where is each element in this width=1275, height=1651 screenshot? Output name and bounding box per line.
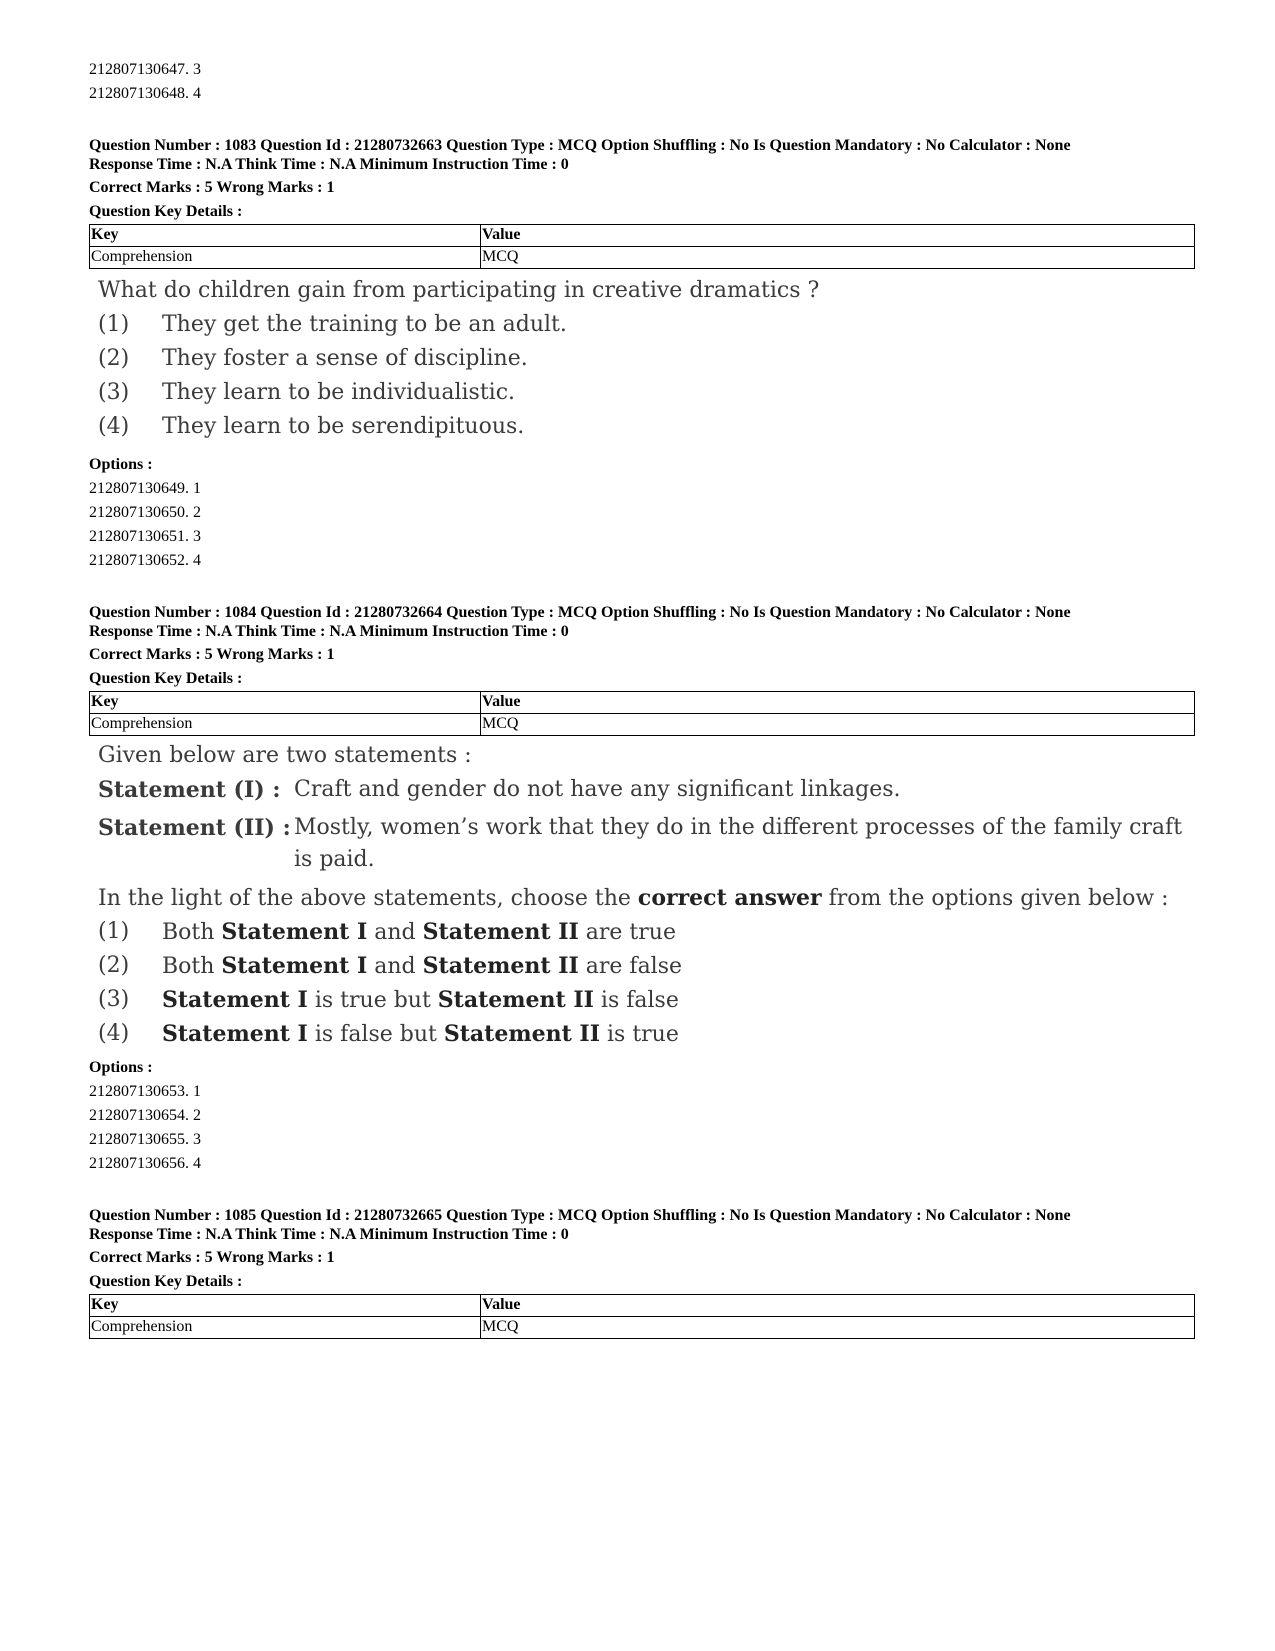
table-cell-key: Comprehension — [90, 714, 481, 736]
table-header-value: Value — [481, 692, 1195, 714]
key-details-table — [89, 1294, 1195, 1339]
choice-item — [98, 309, 1199, 343]
option-line: 212807130650. 2 — [89, 504, 201, 521]
choice-number: (1) — [98, 919, 130, 944]
options-label: Options : — [89, 1059, 153, 1076]
table-cell-value: MCQ — [481, 714, 1195, 736]
key-details-table — [89, 224, 1195, 269]
choice-text-bold: Statement I — [221, 953, 368, 979]
document-page — [89, 58, 1199, 1339]
choice-text: They learn to be serendipituous. — [162, 414, 525, 439]
choice-text — [162, 950, 682, 984]
choice-number: (2) — [98, 346, 130, 371]
option-line: 212807130655. 3 — [89, 1131, 201, 1148]
option-line: 212807130648. 4 — [89, 85, 201, 102]
option-line: 212807130656. 4 — [89, 1155, 201, 1172]
choice-number: (2) — [98, 953, 130, 978]
option-line: 212807130649. 1 — [89, 480, 201, 497]
options-label: Options : — [89, 456, 153, 473]
statement-1-label: Statement (I) : — [98, 777, 281, 803]
question-block-1084 — [89, 603, 1199, 1176]
marks-line: Correct Marks : 5 Wrong Marks : 1 — [89, 646, 335, 663]
choice-text-part: is false but — [307, 1022, 444, 1047]
choice-text-part: and — [367, 920, 423, 945]
question-header: Question Number : 1084 Question Id : 21280732664 Question Type : MCQ Option Shuffling : No Is Question Mandatory : No Calculator : None — [89, 604, 1071, 621]
choice-text-bold: Statement II — [443, 1021, 600, 1047]
table-header-row — [90, 1295, 1195, 1317]
question-block-1085 — [89, 1206, 1199, 1339]
choice-number: (3) — [98, 987, 130, 1012]
choice-text-bold: Statement II — [437, 987, 594, 1013]
option-line: 212807130652. 4 — [89, 552, 201, 569]
choice-text — [162, 984, 679, 1018]
choice-number: (4) — [98, 414, 130, 439]
choice-item — [98, 343, 1199, 377]
choice-text-part: Both — [162, 920, 222, 945]
statement-1 — [98, 774, 1199, 806]
question-block-1083 — [89, 136, 1199, 573]
table-row — [90, 714, 1195, 736]
question-header-timing: Response Time : N.A Think Time : N.A Minimum Instruction Time : 0 — [89, 156, 569, 173]
choice-text — [162, 1018, 679, 1052]
choice-text-part: are false — [578, 954, 683, 979]
choice-text-bold: Statement II — [422, 919, 579, 945]
choice-item — [98, 916, 1199, 950]
table-cell-key: Comprehension — [90, 1317, 481, 1339]
marks-line: Correct Marks : 5 Wrong Marks : 1 — [89, 179, 335, 196]
question-header: Question Number : 1085 Question Id : 21280732665 Question Type : MCQ Option Shuffling : No Is Question Mandatory : No Calculator : None — [89, 1207, 1071, 1224]
statement-2-label: Statement (II) : — [98, 815, 291, 841]
statement-2-text: Mostly, women’s work that they do in the different processes of the family craft is paid. — [294, 815, 1183, 872]
choice-text: They get the training to be an adult. — [162, 312, 567, 337]
key-details-label: Question Key Details : — [89, 203, 243, 220]
table-header-key: Key — [90, 1295, 481, 1317]
table-cell-value: MCQ — [481, 1317, 1195, 1339]
option-line: 212807130651. 3 — [89, 528, 201, 545]
key-details-label: Question Key Details : — [89, 670, 243, 687]
option-line: 212807130647. 3 — [89, 61, 201, 78]
table-header-value: Value — [481, 1295, 1195, 1317]
question-header-timing: Response Time : N.A Think Time : N.A Minimum Instruction Time : 0 — [89, 1226, 569, 1243]
choice-text-bold: Statement I — [162, 1021, 308, 1047]
table-header-row — [90, 692, 1195, 714]
instruction-bold: correct answer — [637, 885, 822, 911]
option-line: 212807130654. 2 — [89, 1107, 201, 1124]
choice-number: (3) — [98, 380, 130, 405]
choice-item — [98, 1018, 1199, 1052]
statement-2 — [98, 812, 1199, 876]
choice-text-bold: Statement II — [422, 953, 579, 979]
choice-text-part: and — [367, 954, 423, 979]
choice-item — [98, 411, 1199, 445]
table-header-value: Value — [481, 225, 1195, 247]
table-cell-value: MCQ — [481, 247, 1195, 269]
key-details-label: Question Key Details : — [89, 1273, 243, 1290]
choice-number: (4) — [98, 1021, 130, 1046]
question-instruction — [98, 882, 1199, 916]
question-header: Question Number : 1083 Question Id : 21280732663 Question Type : MCQ Option Shuffling : No Is Question Mandatory : No Calculator : None — [89, 137, 1071, 154]
table-row — [90, 247, 1195, 269]
choice-text-bold: Statement I — [162, 987, 308, 1013]
question-header-timing: Response Time : N.A Think Time : N.A Minimum Instruction Time : 0 — [89, 623, 569, 640]
choice-number: (1) — [98, 312, 130, 337]
choice-text-part: is false — [593, 988, 679, 1013]
choice-item — [98, 377, 1199, 411]
key-details-table — [89, 691, 1195, 736]
choice-text-part: is true but — [307, 988, 438, 1013]
instruction-post: from the options given below : — [828, 886, 1169, 911]
previous-options — [89, 58, 1199, 106]
choice-text — [162, 916, 676, 950]
choice-item — [98, 984, 1199, 1018]
choice-text-part: Both — [162, 954, 222, 979]
table-row — [90, 1317, 1195, 1339]
choice-text-part: is true — [600, 1022, 679, 1047]
statement-1-text: Craft and gender do not have any significant linkages. — [294, 777, 901, 802]
option-line: 212807130653. 1 — [89, 1083, 201, 1100]
choice-text: They foster a sense of discipline. — [162, 346, 528, 371]
instruction-pre: In the light of the above statements, choose the — [98, 886, 631, 911]
choice-text-bold: Statement I — [221, 919, 368, 945]
table-header-key: Key — [90, 225, 481, 247]
question-content — [89, 275, 1199, 445]
table-cell-key: Comprehension — [90, 247, 481, 269]
choice-text: They learn to be individualistic. — [162, 380, 516, 405]
question-stem: What do children gain from participating in creative dramatics ? — [98, 278, 820, 303]
marks-line: Correct Marks : 5 Wrong Marks : 1 — [89, 1249, 335, 1266]
table-header-key: Key — [90, 692, 481, 714]
question-intro: Given below are two statements : — [98, 743, 472, 768]
table-header-row — [90, 225, 1195, 247]
choice-item — [98, 950, 1199, 984]
choice-text-part: are true — [578, 920, 676, 945]
question-content — [89, 740, 1199, 1052]
